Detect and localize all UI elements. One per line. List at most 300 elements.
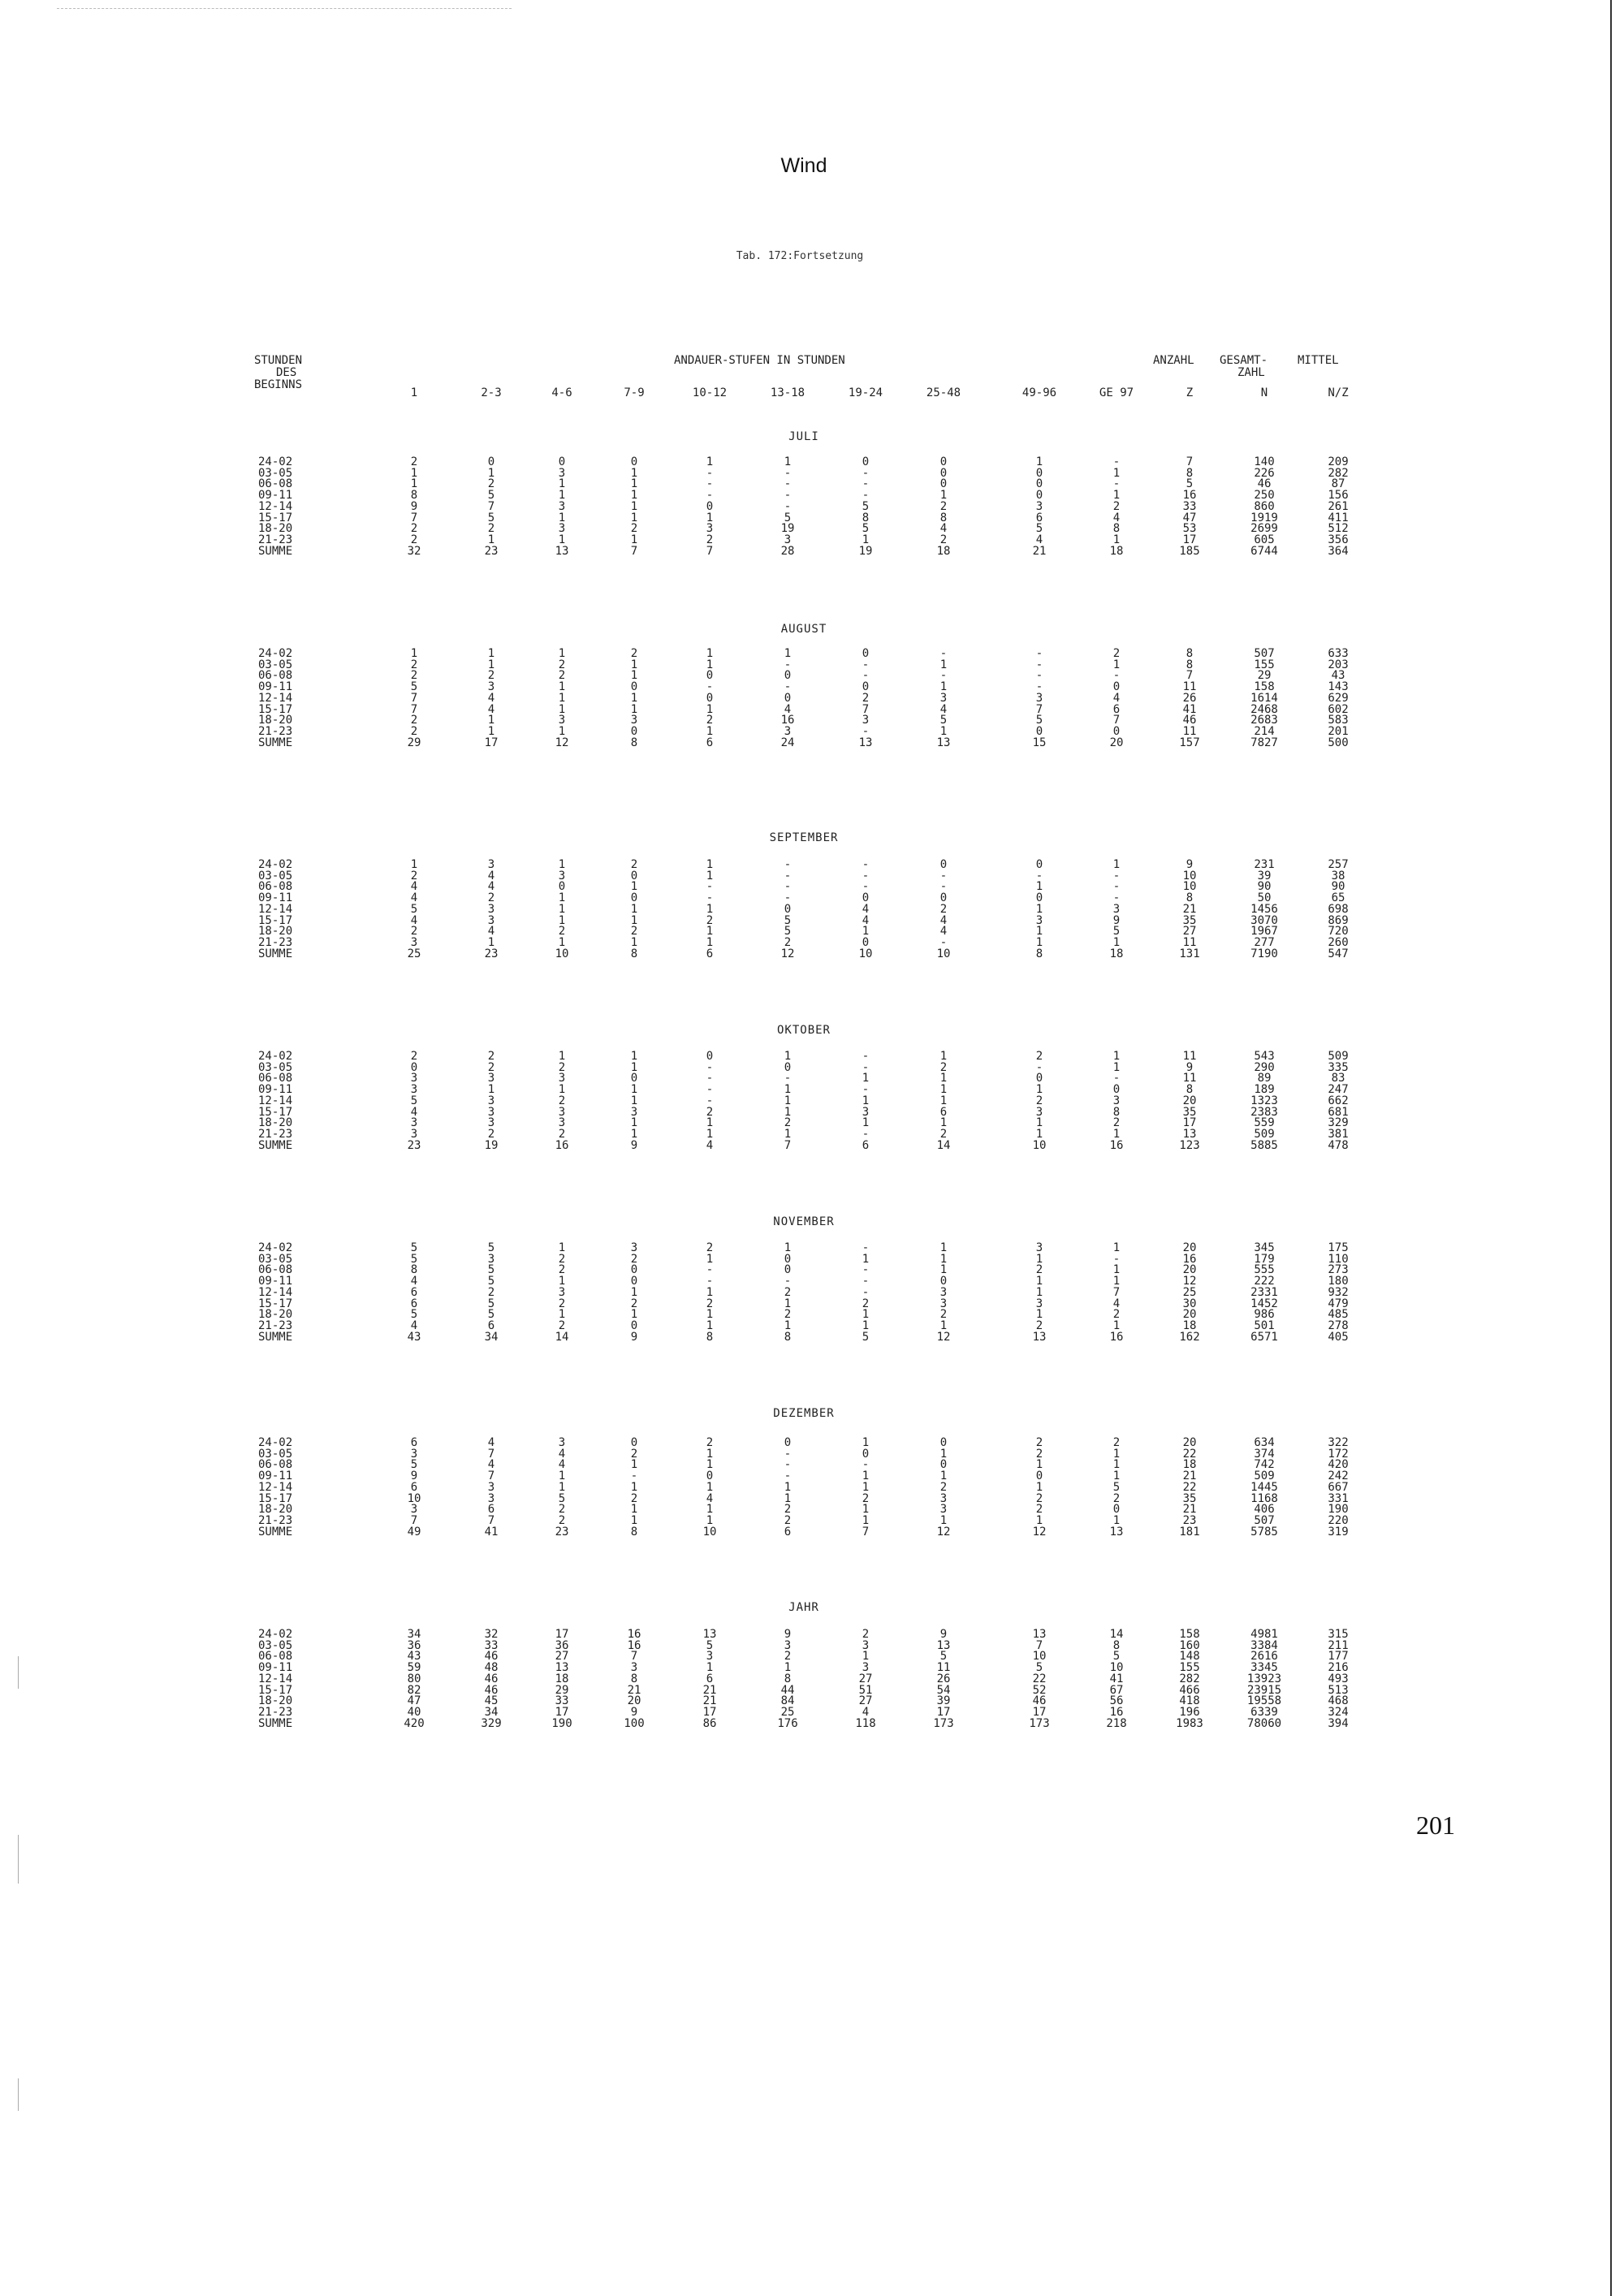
table-cell: 1 bbox=[862, 1650, 870, 1664]
table-cell: 2 bbox=[939, 1060, 948, 1074]
table-cell: 335 bbox=[1328, 1060, 1349, 1074]
table-cell: 2 bbox=[487, 1285, 495, 1299]
table-cell: 10 bbox=[1032, 1650, 1047, 1664]
table-cell: 18 bbox=[555, 1672, 569, 1685]
table-cell: - bbox=[784, 489, 792, 503]
table-cell: 2 bbox=[706, 533, 714, 546]
table-cell: 2699 bbox=[1250, 522, 1278, 536]
table-cell: 1 bbox=[784, 1127, 792, 1141]
table-cell: 3 bbox=[558, 869, 566, 883]
table-cell: 1 bbox=[630, 499, 638, 513]
hour-range-label: 12-14 bbox=[258, 499, 293, 513]
table-cell: 8 bbox=[784, 1330, 792, 1344]
table-cell: 32 bbox=[407, 544, 421, 558]
table-cell: 1 bbox=[1112, 1127, 1121, 1141]
table-cell: 6 bbox=[862, 1138, 870, 1152]
table-cell: - bbox=[939, 869, 948, 883]
table-cell: 2 bbox=[862, 1297, 870, 1310]
table-cell: 3384 bbox=[1250, 1638, 1278, 1652]
table-cell: 2 bbox=[558, 1060, 566, 1074]
table-cell: 10 bbox=[936, 947, 951, 960]
table-cell: 4 bbox=[1112, 511, 1121, 524]
table-cell: 8 bbox=[1186, 1083, 1194, 1097]
table-cell: 7827 bbox=[1250, 736, 1278, 749]
table-cell: 0 bbox=[630, 680, 638, 694]
hour-range-label: 18-20 bbox=[258, 1116, 293, 1130]
table-cell: 6 bbox=[410, 1297, 418, 1310]
table-cell: 1 bbox=[939, 1241, 948, 1254]
table-cell: 38 bbox=[1331, 869, 1345, 883]
table-cell: 5 bbox=[487, 511, 495, 524]
table-cell: - bbox=[706, 1094, 714, 1107]
table-cell: 0 bbox=[1035, 891, 1043, 905]
hour-range-label: 09-11 bbox=[258, 1275, 293, 1288]
table-cell: 46 bbox=[1257, 477, 1272, 491]
table-cell: 1 bbox=[558, 489, 566, 503]
hour-range-label: 03-05 bbox=[258, 658, 293, 671]
table-cell: 4 bbox=[1035, 533, 1043, 546]
table-cell: 8 bbox=[1112, 522, 1121, 536]
table-cell: 1 bbox=[558, 724, 566, 738]
table-cell: 2 bbox=[630, 1447, 638, 1461]
table-cell: 1 bbox=[784, 1297, 792, 1310]
table-cell: 5 bbox=[784, 913, 792, 927]
table-cell: 12 bbox=[555, 736, 569, 749]
hour-range-label: 06-08 bbox=[258, 1072, 293, 1085]
table-cell: 43 bbox=[1331, 669, 1345, 683]
table-cell: 0 bbox=[862, 1447, 870, 1461]
table-cell: - bbox=[939, 647, 948, 660]
table-cell: 8 bbox=[630, 947, 638, 960]
table-cell: 1 bbox=[706, 658, 714, 671]
table-cell: 2 bbox=[939, 1480, 948, 1494]
table-cell: 1 bbox=[630, 935, 638, 949]
table-cell: 1 bbox=[487, 658, 495, 671]
table-cell: 1 bbox=[706, 1285, 714, 1299]
table-cell: 1 bbox=[630, 511, 638, 524]
table-cell: 7 bbox=[862, 1525, 870, 1539]
table-cell: 2 bbox=[410, 714, 418, 727]
table-cell: 1 bbox=[487, 1083, 495, 1097]
table-cell: 3 bbox=[784, 1638, 792, 1652]
table-cell: 0 bbox=[1035, 477, 1043, 491]
table-cell: 1 bbox=[706, 1308, 714, 1322]
right-page-border bbox=[1610, 0, 1612, 2296]
table-cell: - bbox=[1112, 477, 1121, 491]
table-cell: 4 bbox=[410, 891, 418, 905]
table-cell: 1 bbox=[630, 533, 638, 546]
table-cell: 23 bbox=[1182, 1513, 1197, 1527]
hour-range-label: 12-14 bbox=[258, 691, 293, 705]
table-cell: 1 bbox=[939, 1318, 948, 1332]
table-cell: 17 bbox=[555, 1628, 569, 1641]
table-cell: 1 bbox=[1112, 466, 1121, 480]
table-cell: 1 bbox=[939, 680, 948, 694]
table-cell: 83 bbox=[1331, 1072, 1345, 1085]
table-cell: 8 bbox=[1186, 891, 1194, 905]
table-cell: 0 bbox=[862, 680, 870, 694]
table-cell: 3 bbox=[630, 714, 638, 727]
table-cell: 1 bbox=[939, 658, 948, 671]
table-cell: 0 bbox=[784, 902, 792, 916]
hour-range-label: 21-23 bbox=[258, 1513, 293, 1527]
table-cell: 8 bbox=[1186, 466, 1194, 480]
hour-range-label: 03-05 bbox=[258, 466, 293, 480]
table-cell: 216 bbox=[1328, 1661, 1349, 1675]
table-cell: 3 bbox=[487, 1116, 495, 1130]
table-cell: 110 bbox=[1328, 1252, 1349, 1266]
table-cell: 501 bbox=[1254, 1318, 1275, 1332]
hour-range-label: 24-02 bbox=[258, 1628, 293, 1641]
section-title: JULI bbox=[788, 430, 819, 443]
table-cell: 51 bbox=[858, 1683, 873, 1697]
table-cell: 500 bbox=[1328, 736, 1349, 749]
column-header: 7-9 bbox=[624, 386, 645, 399]
table-cell: 8 bbox=[939, 511, 948, 524]
table-cell: 12 bbox=[1182, 1275, 1197, 1288]
table-cell: 13 bbox=[1032, 1330, 1047, 1344]
table-cell: 218 bbox=[1106, 1716, 1127, 1730]
table-cell: 10 bbox=[1032, 1138, 1047, 1152]
table-cell: 12 bbox=[936, 1330, 951, 1344]
table-cell: 1 bbox=[558, 902, 566, 916]
table-cell: 1 bbox=[630, 1083, 638, 1097]
table-cell: 1 bbox=[784, 1094, 792, 1107]
table-cell: 1 bbox=[1112, 533, 1121, 546]
table-cell: 90 bbox=[1331, 880, 1345, 894]
hour-range-label: 06-08 bbox=[258, 477, 293, 491]
table-cell: 3 bbox=[410, 1447, 418, 1461]
table-cell: 3 bbox=[558, 1436, 566, 1449]
table-cell: 1 bbox=[706, 702, 714, 716]
table-cell: 39 bbox=[936, 1694, 951, 1708]
hour-range-label: 12-14 bbox=[258, 902, 293, 916]
table-cell: 5 bbox=[487, 489, 495, 503]
table-cell: 25 bbox=[1182, 1285, 1197, 1299]
table-cell: 41 bbox=[1109, 1672, 1124, 1685]
table-cell: 1452 bbox=[1250, 1297, 1278, 1310]
table-cell: 26 bbox=[1182, 691, 1197, 705]
table-cell: 485 bbox=[1328, 1308, 1349, 1322]
table-cell: 16 bbox=[1182, 1252, 1197, 1266]
table-cell: - bbox=[784, 1447, 792, 1461]
table-cell: 8 bbox=[784, 1672, 792, 1685]
table-cell: 0 bbox=[939, 858, 948, 871]
table-cell: 2 bbox=[1112, 1491, 1121, 1505]
table-cell: 9 bbox=[410, 1470, 418, 1483]
table-cell: 3 bbox=[784, 724, 792, 738]
table-cell: 9 bbox=[630, 1330, 638, 1344]
table-cell: 1 bbox=[939, 1263, 948, 1277]
table-cell: 0 bbox=[706, 499, 714, 513]
table-cell: 5 bbox=[862, 499, 870, 513]
table-cell: 1 bbox=[784, 1105, 792, 1119]
table-cell: 16 bbox=[1109, 1138, 1124, 1152]
table-cell: 0 bbox=[1112, 680, 1121, 694]
table-cell: 1 bbox=[1112, 935, 1121, 949]
table-cell: 247 bbox=[1328, 1083, 1349, 1097]
table-cell: 34 bbox=[484, 1705, 499, 1719]
table-cell: 4 bbox=[487, 880, 495, 894]
table-cell: 1 bbox=[706, 902, 714, 916]
table-cell: 10 bbox=[1182, 869, 1197, 883]
table-cell: 1919 bbox=[1250, 511, 1278, 524]
table-cell: 1 bbox=[862, 1116, 870, 1130]
table-cell: 16 bbox=[1182, 489, 1197, 503]
column-header: N/Z bbox=[1328, 386, 1349, 399]
table-cell: 1 bbox=[862, 1094, 870, 1107]
table-cell: 19 bbox=[858, 544, 873, 558]
table-cell: 46 bbox=[484, 1650, 499, 1664]
table-cell: 3 bbox=[630, 1105, 638, 1119]
table-cell: 2 bbox=[558, 1503, 566, 1517]
table-cell: 0 bbox=[939, 477, 948, 491]
table-cell: 2 bbox=[630, 647, 638, 660]
table-cell: 19558 bbox=[1246, 1694, 1282, 1708]
table-cell: - bbox=[862, 658, 870, 671]
table-cell: - bbox=[862, 477, 870, 491]
table-cell: 1 bbox=[706, 1458, 714, 1472]
table-cell: 1 bbox=[558, 858, 566, 871]
table-cell: 1 bbox=[487, 714, 495, 727]
hour-range-label: 24-02 bbox=[258, 647, 293, 660]
table-cell: 1 bbox=[862, 1436, 870, 1449]
table-cell: 22 bbox=[1182, 1480, 1197, 1494]
table-cell: 16 bbox=[780, 714, 795, 727]
table-cell: 507 bbox=[1254, 1513, 1275, 1527]
table-cell: 46 bbox=[1182, 714, 1197, 727]
table-cell: 1 bbox=[939, 1116, 948, 1130]
table-cell: 14 bbox=[555, 1330, 569, 1344]
table-cell: 3 bbox=[1035, 913, 1043, 927]
table-cell: - bbox=[1035, 658, 1043, 671]
table-cell: - bbox=[630, 1470, 638, 1483]
table-cell: 2 bbox=[410, 522, 418, 536]
table-cell: - bbox=[939, 669, 948, 683]
hour-range-label: 15-17 bbox=[258, 1297, 293, 1310]
table-cell: 7 bbox=[1112, 714, 1121, 727]
left-margin-mark bbox=[18, 1835, 19, 1884]
table-cell: 1 bbox=[630, 489, 638, 503]
table-cell: 1 bbox=[630, 1285, 638, 1299]
table-cell: 257 bbox=[1328, 858, 1349, 871]
table-cell: 1 bbox=[706, 1318, 714, 1332]
summe-row-label: SUMME bbox=[258, 947, 293, 960]
hour-range-label: 12-14 bbox=[258, 1285, 293, 1299]
table-cell: 1 bbox=[706, 1661, 714, 1675]
table-cell: 555 bbox=[1254, 1263, 1275, 1277]
table-cell: 10 bbox=[702, 1525, 717, 1539]
table-cell: 2 bbox=[784, 935, 792, 949]
table-cell: 0 bbox=[862, 935, 870, 949]
table-cell: 8 bbox=[630, 736, 638, 749]
table-cell: 49 bbox=[407, 1525, 421, 1539]
table-cell: 1 bbox=[862, 1072, 870, 1085]
table-cell: 479 bbox=[1328, 1297, 1349, 1310]
section-title: DEZEMBER bbox=[773, 1407, 835, 1420]
table-cell: 1 bbox=[558, 1241, 566, 1254]
table-cell: 329 bbox=[1328, 1116, 1349, 1130]
table-cell: 16 bbox=[627, 1638, 641, 1652]
hour-range-label: 15-17 bbox=[258, 1105, 293, 1119]
table-cell: 1 bbox=[410, 466, 418, 480]
table-cell: 5 bbox=[410, 902, 418, 916]
table-cell: 21 bbox=[1182, 902, 1197, 916]
table-cell: 90 bbox=[1257, 880, 1272, 894]
table-cell: 1 bbox=[630, 477, 638, 491]
hour-range-label: 18-20 bbox=[258, 1503, 293, 1517]
table-cell: 2683 bbox=[1250, 714, 1278, 727]
table-cell: 46 bbox=[484, 1672, 499, 1685]
table-cell: 324 bbox=[1328, 1705, 1349, 1719]
table-cell: 629 bbox=[1328, 691, 1349, 705]
section-title: OKTOBER bbox=[776, 1024, 831, 1037]
table-cell: 1 bbox=[939, 1083, 948, 1097]
table-cell: 0 bbox=[1035, 1470, 1043, 1483]
table-cell: 1 bbox=[939, 724, 948, 738]
table-cell: 1 bbox=[487, 533, 495, 546]
table-cell: 3 bbox=[939, 691, 948, 705]
table-cell: 17 bbox=[1182, 1116, 1197, 1130]
table-cell: 12 bbox=[1032, 1525, 1047, 1539]
table-cell: 1 bbox=[862, 1513, 870, 1527]
table-cell: 1 bbox=[784, 1083, 792, 1097]
table-cell: 282 bbox=[1328, 466, 1349, 480]
table-cell: 2 bbox=[410, 658, 418, 671]
table-cell: 5885 bbox=[1250, 1138, 1278, 1152]
table-cell: 6744 bbox=[1250, 544, 1278, 558]
table-cell: 356 bbox=[1328, 533, 1349, 546]
table-cell: 1 bbox=[862, 533, 870, 546]
table-cell: 250 bbox=[1254, 489, 1275, 503]
top-dashed-line bbox=[57, 8, 512, 9]
table-cell: 86 bbox=[702, 1716, 717, 1730]
hour-range-label: 21-23 bbox=[258, 935, 293, 949]
table-cell: 27 bbox=[555, 1650, 569, 1664]
table-cell: 23 bbox=[484, 544, 499, 558]
table-cell: 8 bbox=[862, 511, 870, 524]
table-cell: 160 bbox=[1179, 1638, 1200, 1652]
table-cell: 3 bbox=[410, 935, 418, 949]
table-cell: 3 bbox=[1035, 499, 1043, 513]
table-cell: - bbox=[862, 1263, 870, 1277]
column-header: 49-96 bbox=[1021, 386, 1057, 399]
table-cell: 1 bbox=[1035, 1480, 1043, 1494]
table-cell: 201 bbox=[1328, 724, 1349, 738]
table-cell: 3070 bbox=[1250, 913, 1278, 927]
table-cell: - bbox=[862, 1050, 870, 1063]
hour-range-label: 09-11 bbox=[258, 680, 293, 694]
table-cell: 1 bbox=[558, 680, 566, 694]
table-cell: 0 bbox=[862, 647, 870, 660]
table-cell: 509 bbox=[1328, 1050, 1349, 1063]
table-cell: 0 bbox=[558, 455, 566, 468]
table-cell: 2 bbox=[487, 891, 495, 905]
table-cell: 21 bbox=[1182, 1470, 1197, 1483]
table-cell: 468 bbox=[1328, 1694, 1349, 1708]
table-cell: 698 bbox=[1328, 902, 1349, 916]
table-cell: 3 bbox=[410, 1072, 418, 1085]
table-cell: 1 bbox=[706, 647, 714, 660]
table-cell: 4 bbox=[784, 702, 792, 716]
table-cell: 0 bbox=[630, 891, 638, 905]
table-cell: 1323 bbox=[1250, 1094, 1278, 1107]
header-andauer-stufen: ANDAUER-STUFEN IN STUNDEN bbox=[674, 354, 845, 367]
table-cell: 1 bbox=[558, 702, 566, 716]
table-cell: 1 bbox=[558, 1083, 566, 1097]
table-cell: 1 bbox=[630, 669, 638, 683]
table-cell: 34 bbox=[484, 1330, 499, 1344]
hour-range-label: 18-20 bbox=[258, 714, 293, 727]
table-cell: - bbox=[784, 1275, 792, 1288]
table-cell: 331 bbox=[1328, 1491, 1349, 1505]
table-cell: 5 bbox=[1035, 1661, 1043, 1675]
table-cell: 1 bbox=[630, 702, 638, 716]
table-cell: 5 bbox=[1112, 925, 1121, 939]
table-cell: 242 bbox=[1328, 1470, 1349, 1483]
table-cell: 1 bbox=[630, 1458, 638, 1472]
table-cell: 2468 bbox=[1250, 702, 1278, 716]
table-cell: 2 bbox=[706, 1297, 714, 1310]
table-cell: 662 bbox=[1328, 1094, 1349, 1107]
table-cell: - bbox=[1112, 669, 1121, 683]
table-cell: 100 bbox=[624, 1716, 645, 1730]
table-cell: 26 bbox=[936, 1672, 951, 1685]
table-cell: 742 bbox=[1254, 1458, 1275, 1472]
table-cell: 1 bbox=[558, 913, 566, 927]
table-cell: 8 bbox=[706, 1330, 714, 1344]
table-cell: 5 bbox=[410, 1308, 418, 1322]
table-cell: 18 bbox=[1109, 544, 1124, 558]
table-cell: 27 bbox=[858, 1672, 873, 1685]
table-cell: - bbox=[706, 1083, 714, 1097]
hour-range-label: 06-08 bbox=[258, 669, 293, 683]
table-cell: 7 bbox=[410, 511, 418, 524]
table-cell: 1 bbox=[706, 1116, 714, 1130]
table-cell: 7 bbox=[410, 691, 418, 705]
table-cell: 2 bbox=[558, 1318, 566, 1332]
table-cell: 0 bbox=[706, 1470, 714, 1483]
table-cell: 509 bbox=[1254, 1470, 1275, 1483]
table-cell: - bbox=[706, 1275, 714, 1288]
table-cell: 1 bbox=[862, 1503, 870, 1517]
table-cell: 2383 bbox=[1250, 1105, 1278, 1119]
table-cell: 1 bbox=[706, 925, 714, 939]
table-cell: 273 bbox=[1328, 1263, 1349, 1277]
table-cell: 20 bbox=[1182, 1308, 1197, 1322]
left-margin-mark bbox=[18, 2078, 19, 2111]
table-cell: 0 bbox=[1035, 724, 1043, 738]
column-header: N bbox=[1260, 386, 1268, 399]
table-cell: 3 bbox=[487, 1480, 495, 1494]
table-cell: 52 bbox=[1032, 1683, 1047, 1697]
table-cell: 9 bbox=[630, 1138, 638, 1152]
table-cell: 2 bbox=[939, 1308, 948, 1322]
table-cell: 2 bbox=[410, 869, 418, 883]
table-cell: 33 bbox=[484, 1638, 499, 1652]
table-cell: 2 bbox=[558, 1513, 566, 1527]
table-cell: 20 bbox=[1182, 1436, 1197, 1449]
table-cell: 3 bbox=[706, 1650, 714, 1664]
table-cell: 1 bbox=[939, 1072, 948, 1085]
table-cell: 1 bbox=[784, 647, 792, 660]
table-cell: 0 bbox=[630, 455, 638, 468]
table-cell: 3 bbox=[558, 522, 566, 536]
table-cell: 1 bbox=[630, 1480, 638, 1494]
table-cell: 16 bbox=[1109, 1330, 1124, 1344]
table-cell: 23 bbox=[484, 947, 499, 960]
table-cell: 179 bbox=[1254, 1252, 1275, 1266]
